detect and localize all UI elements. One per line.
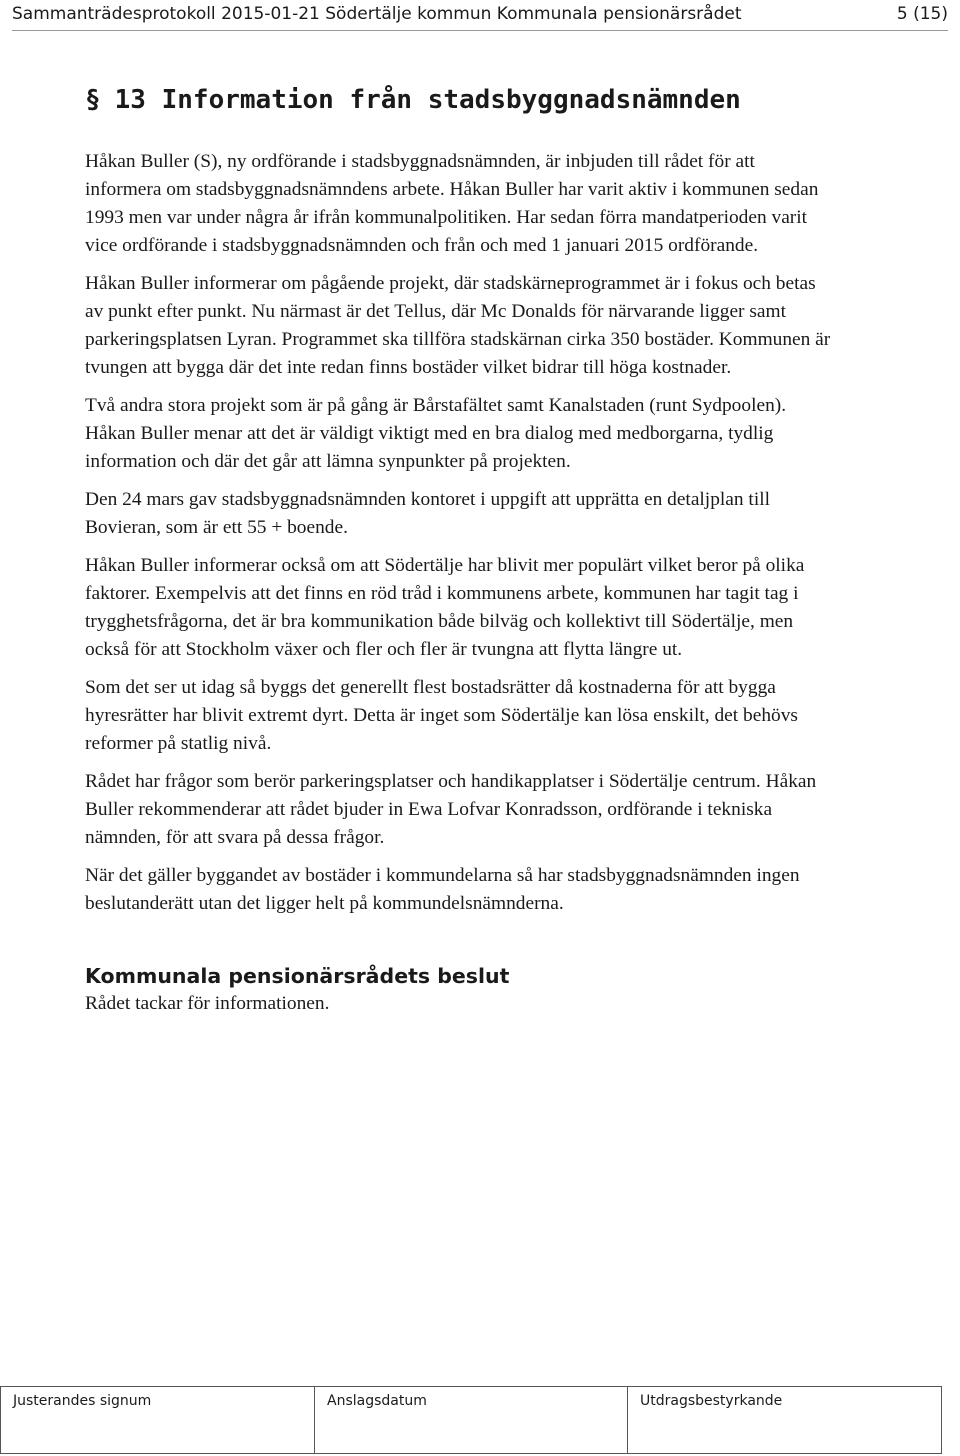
text-line: reformer på statlig nivå. [85, 733, 272, 754]
paragraph-8 [85, 768, 945, 852]
paragraph-7 [85, 674, 945, 758]
text-line: tvungen att bygga där det inte redan finns bostäder vilket bidrar till höga kostnader. [85, 357, 732, 378]
text-line: Två andra stora projekt som är på gång är Bårstafältet samt Kanalstaden (runt Sydpoolen). [85, 395, 787, 416]
text-line: Den 24 mars gav stadsbyggnadsnämnden kontoret i uppgift att upprätta en detaljplan till [85, 489, 770, 510]
paragraph-4 [85, 420, 945, 476]
signature-box-justerandes-signum [0, 1386, 314, 1454]
signature-box-anslagsdatum [314, 1386, 627, 1454]
text-line: trygghetsfrågorna, det är bra kommunikation både bilväg och kollektivt till Södertälje, men [85, 611, 794, 632]
text-line: Rådet har frågor som berör parkeringsplatser och handikapplatser i Södertälje centrum. Håkan [85, 771, 817, 792]
text-line: faktorer. Exempelvis att det finns en röd tråd i kommunens arbete, kommunen har tagit tag i [85, 583, 799, 604]
text-line: hyresrätter har blivit extremt dyrt. Detta är inget som Södertälje kan lösa enskilt, det behövs [85, 705, 798, 726]
text-line: beslutanderätt utan det ligger helt på kommundelsnämnderna. [85, 893, 564, 914]
text-line: informera om stadsbyggnadsnämndens arbete. Håkan Buller har varit aktiv i kommunen sedan [85, 179, 819, 200]
signature-label: Anslagsdatum [327, 1393, 427, 1409]
text-line: Bovieran, som är ett 55 + boende. [85, 517, 348, 538]
signature-box-utdragsbestyrkande [627, 1386, 942, 1454]
text-line: information och där det går att lämna synpunkter på projekten. [85, 451, 571, 472]
text-line: Håkan Buller menar att det är väldigt viktigt med en bra dialog med medborgarna, tydlig [85, 423, 774, 444]
paragraph-5 [85, 486, 945, 542]
text-line: Buller rekommenderar att rådet bjuder in Ewa Lofvar Konradsson, ordförande i tekniska [85, 799, 773, 820]
text-line: också för att Stockholm växer och fler och fler är tvungna att flytta längre ut. [85, 639, 683, 660]
text-line: Håkan Buller informerar också om att Södertälje har blivit mer populärt vilket beror på olika [85, 555, 805, 576]
text-line: När det gäller byggandet av bostäder i kommundelarna så har stadsbyggnadsnämnden ingen [85, 865, 800, 886]
section-heading [85, 82, 741, 118]
text-line: nämnden, för att svara på dessa frågor. [85, 827, 385, 848]
signature-label: Utdragsbestyrkande [640, 1393, 783, 1409]
page-number: 5 (15) [896, 4, 948, 24]
text-line: av punkt efter punkt. Nu närmast är det Tellus, där Mc Donalds för närvarande ligger samt [85, 301, 786, 322]
paragraph-6 [85, 552, 945, 664]
signature-bar [0, 1386, 960, 1454]
paragraph-2 [85, 270, 945, 382]
page-header [12, 0, 948, 31]
paragraph-9 [85, 862, 945, 918]
text-line: Som det ser ut idag så byggs det generellt flest bostadsrätter då kostnaderna för att bygga [85, 677, 776, 698]
paragraph-symbol: § [85, 85, 101, 115]
paragraph-3 [85, 392, 945, 420]
text-line: Håkan Buller informerar om pågående projekt, där stadskärneprogrammet är i fokus och betas [85, 273, 816, 294]
paragraph-1 [85, 148, 945, 260]
signature-label: Justerandes signum [13, 1393, 152, 1409]
decision-heading: Kommunala pensionärsrådets beslut [85, 964, 510, 988]
decision-text: Rådet tackar för informationen. [85, 993, 330, 1014]
text-line: Håkan Buller (S), ny ordförande i stadsbyggnadsnämnden, är inbjuden till rådet för att [85, 151, 755, 172]
text-line: 1993 men var under några år ifrån kommunalpolitiken. Har sedan förra mandatperioden varit [85, 207, 808, 228]
body-text [85, 148, 945, 928]
header-title: Sammanträdesprotokoll 2015-01-21 Södertälje kommun Kommunala pensionärsrådet [12, 4, 742, 24]
section-title: 13 Information från stadsbyggnadsnämnden [114, 85, 741, 115]
text-line: vice ordförande i stadsbyggnadsnämnden och från och med 1 januari 2015 ordförande. [85, 235, 759, 256]
text-line: parkeringsplatsen Lyran. Programmet ska tillföra stadskärnan cirka 350 bostäder. Kommunen är [85, 329, 831, 350]
